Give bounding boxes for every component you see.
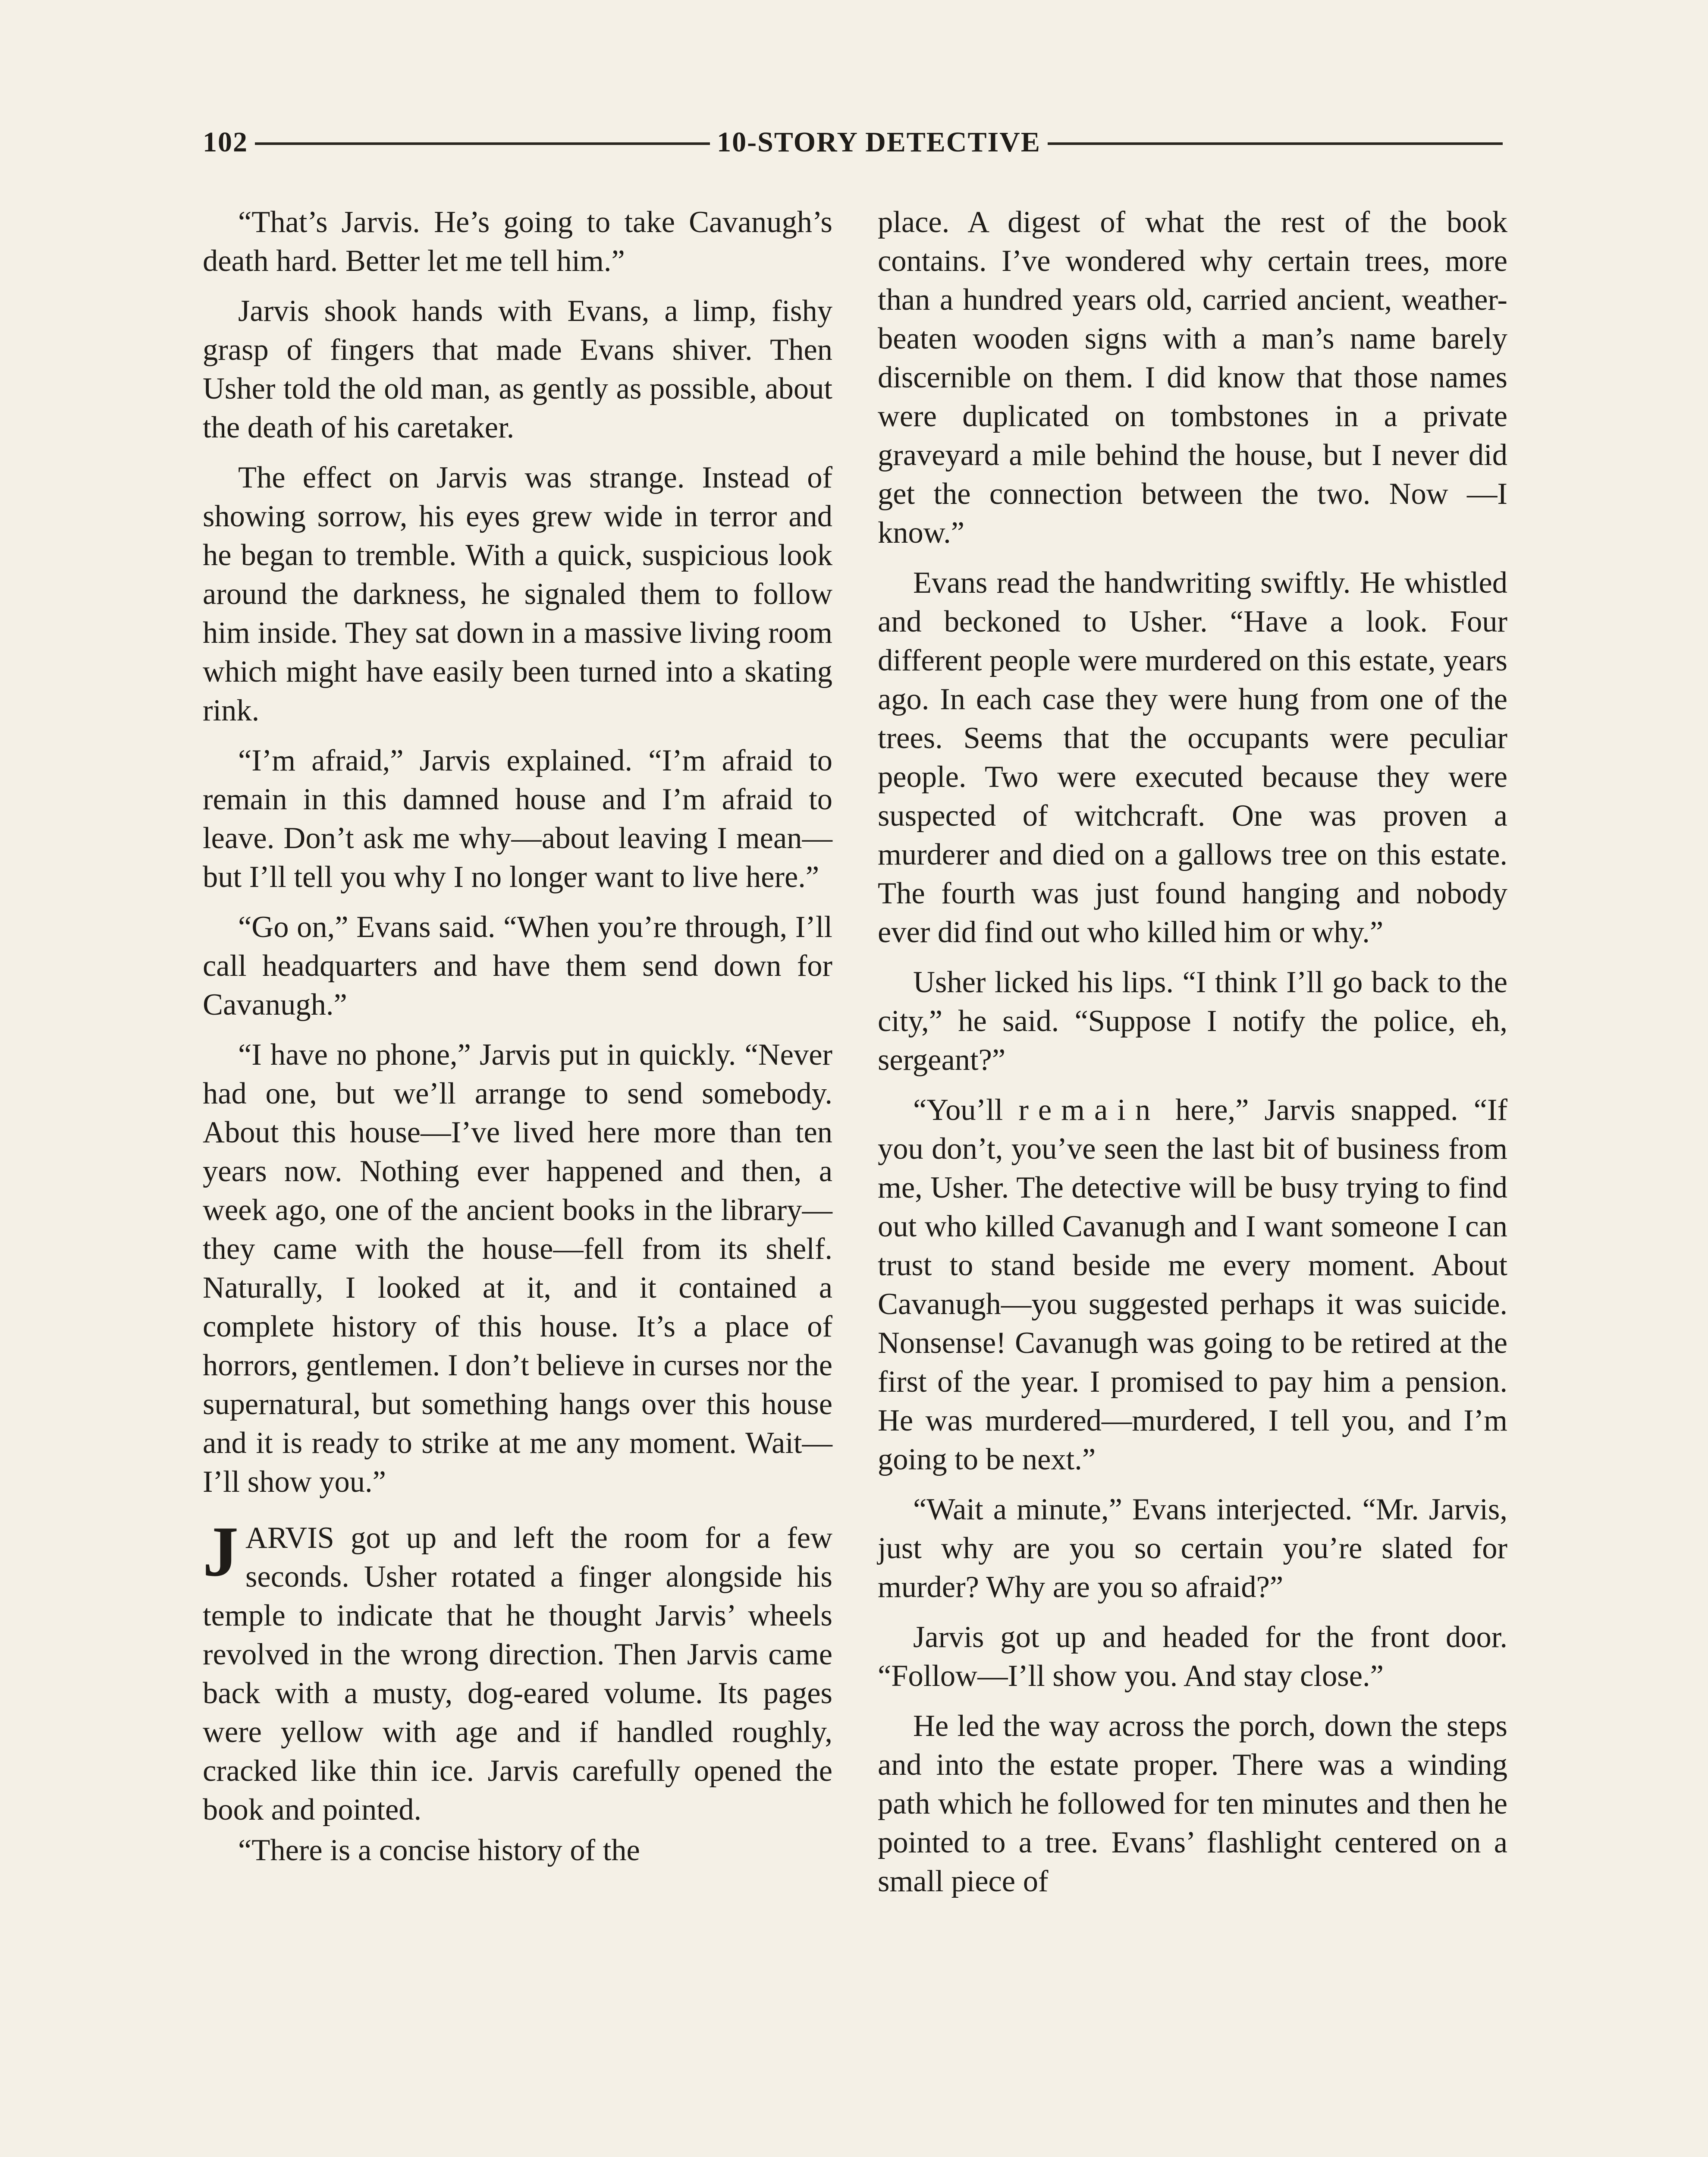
paragraph: “There is a concise history of the (238, 1833, 640, 1867)
paragraph: “Wait a minute,” Evans interjected. “Mr. Jarvis, just why are you so certain you’re slated for murder? Why are you so afraid?” (878, 1493, 1507, 1604)
dropcap-paragraph-text: ARVIS got up and left the room for a few seconds. Usher rotated a finger alongside his temple to indicate that he thought Jarvis’ wheels revolved in the wrong direction. Then Jarvis came back with a musty, dog-eared volume. Its pages were yellow with age and if handled roughly, cracked like thin ice. Jarvis carefully opened the book and pointed. (203, 1521, 832, 1827)
magazine-title: 10-STORY DETECTIVE (717, 126, 1041, 158)
paragraph: Usher licked his lips. “I think I’ll go back to the city,” he said. “Suppose I notify the police, eh, sergeant?” (878, 965, 1507, 1077)
remain-text-before: “You’ll (913, 1093, 1019, 1127)
remain-paragraph (878, 1091, 1507, 1479)
remain-text-after: here,” Jarvis snapped. “If you don’t, you’ve seen the last bit of business from me, Usher. The detective will be busy trying to find out who killed Cavanugh and I want someone I can trust to stand beside me every moment. About Cavanugh—you suggested perhaps it was suicide. Nonsense! Cavanugh was going to be retired at the first of the year. I promised to pay him a pension. He was murdered—murdered, I tell you, and I’m going to be next.” (878, 1093, 1507, 1476)
paragraph: Jarvis shook hands with Evans, a limp, fishy grasp of fingers that made Evans shiver. Then Usher told the old man, as gently as possible, about the death of his caretaker. (203, 294, 832, 444)
paragraph: The effect on Jarvis was strange. Instead of showing sorrow, his eyes grew wide in terror and he began to tremble. With a quick, suspicious look around the darkness, he signaled them to follow him inside. They sat down in a massive living room which might have easily been turned into a skating rink. (203, 461, 832, 727)
page-number: 102 (203, 126, 248, 158)
dropcap-paragraph (203, 1512, 832, 1829)
remain-spaced-word: remain (1018, 1093, 1160, 1127)
header-rule-left (255, 142, 710, 145)
running-header (203, 123, 1510, 162)
paragraph: He led the way across the porch, down the steps and into the estate proper. There was a winding path which he followed for ten minutes and then he pointed to a tree. Evans’ flashlight centered on a small piece of (878, 1709, 1507, 1898)
paragraph: “Go on,” Evans said. “When you’re through, I’ll call headquarters and have them send down for Cavanugh.” (203, 910, 832, 1022)
header-rule-right (1048, 142, 1503, 145)
paragraph: “That’s Jarvis. He’s going to take Cavanugh’s death hard. Better let me tell him.” (203, 205, 832, 278)
paragraph: “I have no phone,” Jarvis put in quickly. “Never had one, but we’ll arrange to send somebody. About this house—I’ve lived here more than ten years now. Nothing ever happened and then, a week ago, one of the ancient books in the library—they came with the house—fell from its shelf. Naturally, I looked at it, and it contained a complete history of this house. It’s a place of horrors, gentlemen. I don’t believe in curses nor the supernatural, but something hangs over this house and it is ready to strike at me any moment. Wait—I’ll show you.” (203, 1038, 832, 1499)
paragraph: “I’m afraid,” Jarvis explained. “I’m afraid to remain in this damned house and I’m afraid to leave. Don’t ask me why—about leaving I mean—but I’ll tell you why I no longer want to live here.” (203, 744, 832, 894)
paragraph: Jarvis got up and headed for the front door. “Follow—I’ll show you. And stay close.” (878, 1620, 1507, 1693)
left-column (203, 203, 832, 1881)
paragraph: Evans read the handwriting swiftly. He whistled and beckoned to Usher. “Have a look. Four different people were murdered on this estate, years ago. In each case they were hung from one of the trees. Seems that the occupants were peculiar people. Two were executed because they were suspected of witchcraft. One was proven a murderer and died on a gallows tree on this estate. The fourth was just found hanging and nobody ever did find out who killed him or why.” (878, 566, 1507, 949)
paragraph-continued: place. A digest of what the rest of the book contains. I’ve wondered why certain trees, more than a hundred years old, carried ancient, weather-beaten wooden signs with a man’s name barely discernible on them. I did know that those names were duplicated on tombstones in a private graveyard a mile behind the house, but I never did get the connection between the two. Now —I know.” (878, 205, 1507, 550)
drop-cap-letter: J (203, 1512, 239, 1591)
right-column (878, 203, 1507, 1912)
